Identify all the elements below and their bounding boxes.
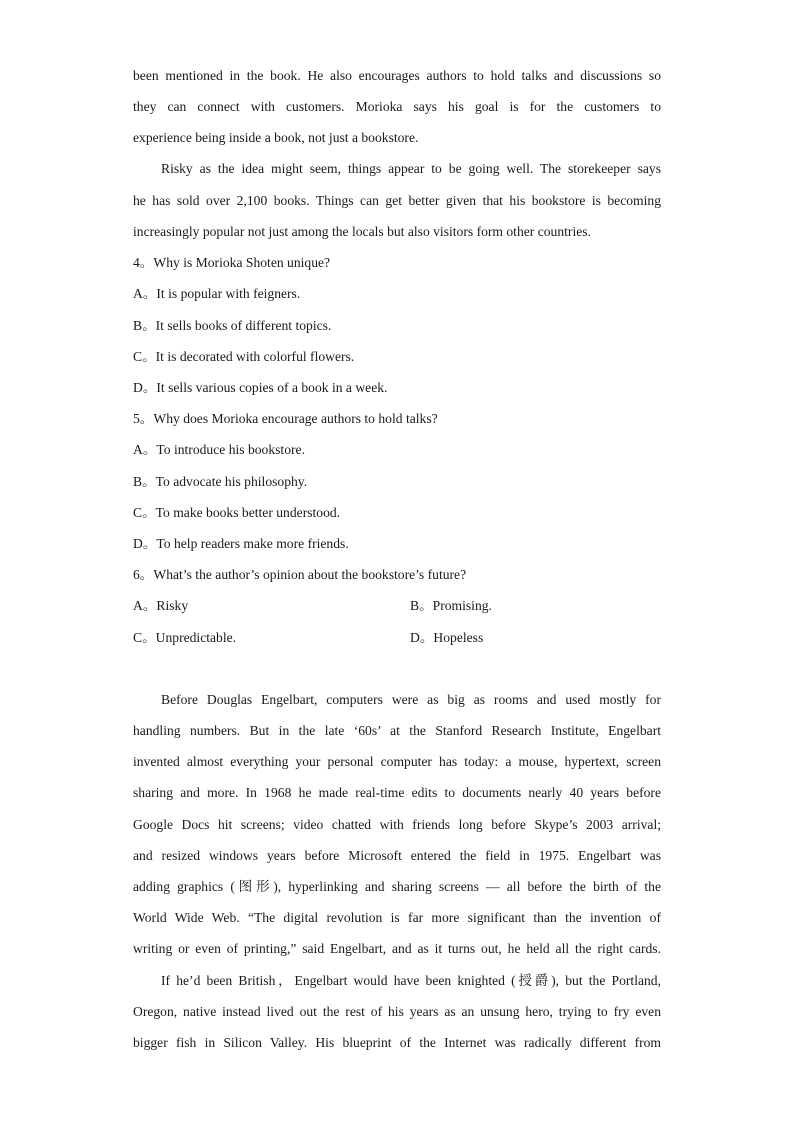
question-5-option-c: C。To make books better understood. (133, 505, 341, 520)
passage1-p2-line-2: he has sold over 2,100 books. Things can get better given that his bookstore is becoming (133, 193, 661, 208)
passage2-p1-line-7: adding graphics (图形), hyperlinking and sharing screens — all before the birth of the (133, 879, 661, 894)
question-4-option-d: D。It sells various copies of a book in a week. (133, 380, 388, 395)
passage2-p1-line-5: Google Docs hit screens; video chatted with friends long before Skype’s 2003 arrival; (133, 817, 661, 832)
question-6-option-d: D。Hopeless (410, 630, 484, 645)
passage1-p1-line-3: experience being inside a book, not just a bookstore. (133, 130, 419, 145)
question-4-option-a: A。It is popular with feigners. (133, 286, 301, 301)
passage2-p1-line-1: Before Douglas Engelbart, computers were as big as rooms and used mostly for (161, 692, 661, 707)
passage2-p2-line-2: Oregon, native instead lived out the rest of his years as an unsung hero, trying to fry even (133, 1004, 661, 1019)
passage1-p1-line-2: they can connect with customers. Morioka says his goal is for the customers to (133, 99, 661, 114)
passage2-p1-line-4: sharing and more. In 1968 he made real-time edits to documents nearly 40 years before (133, 785, 661, 800)
passage1-p2-line-1: Risky as the idea might seem, things appear to be going well. The storekeeper says (161, 161, 661, 176)
question-6-stem: 6。What’s the author’s opinion about the bookstore’s future? (133, 567, 467, 582)
question-4-option-c: C。It is decorated with colorful flowers. (133, 349, 355, 364)
question-6-option-a: A。Risky (133, 598, 189, 613)
passage2-p2-line-1: If he’d been British，Engelbart would have been knighted (授爵), but the Portland, (161, 973, 661, 988)
passage1-p1-line-1: been mentioned in the book. He also encourages authors to hold talks and discussions so (133, 68, 661, 83)
question-6-option-c: C。Unpredictable. (133, 630, 237, 645)
question-5-option-b: B。To advocate his philosophy. (133, 474, 308, 489)
passage2-p1-line-6: and resized windows years before Microsoft entered the field in 1975. Engelbart was (133, 848, 661, 863)
question-6-option-b: B。Promising. (410, 598, 492, 613)
passage2-p2-line-3: bigger fish in Silicon Valley. His blueprint of the Internet was radically different from (133, 1035, 661, 1050)
question-4-option-b: B。It sells books of different topics. (133, 318, 332, 333)
passage2-p1-line-3: invented almost everything your personal computer has today: a mouse, hypertext, screen (133, 754, 661, 769)
question-5-option-a: A。To introduce his bookstore. (133, 442, 305, 457)
question-5-stem: 5。Why does Morioka encourage authors to hold talks? (133, 411, 438, 426)
question-5-option-d: D。To help readers make more friends. (133, 536, 349, 551)
passage2-p1-line-8: World Wide Web. “The digital revolution is far more significant than the invention of (133, 910, 661, 925)
passage1-p2-line-3: increasingly popular not just among the locals but also visitors form other countries. (133, 224, 591, 239)
question-4-stem: 4。Why is Morioka Shoten unique? (133, 255, 331, 270)
passage2-p1-line-9: writing or even of printing,” said Engelbart, and as it turns out, he held all the right cards. (133, 941, 661, 956)
passage2-p1-line-2: handling numbers. But in the late ‘60s’ at the Stanford Research Institute, Engelbart (133, 723, 661, 738)
